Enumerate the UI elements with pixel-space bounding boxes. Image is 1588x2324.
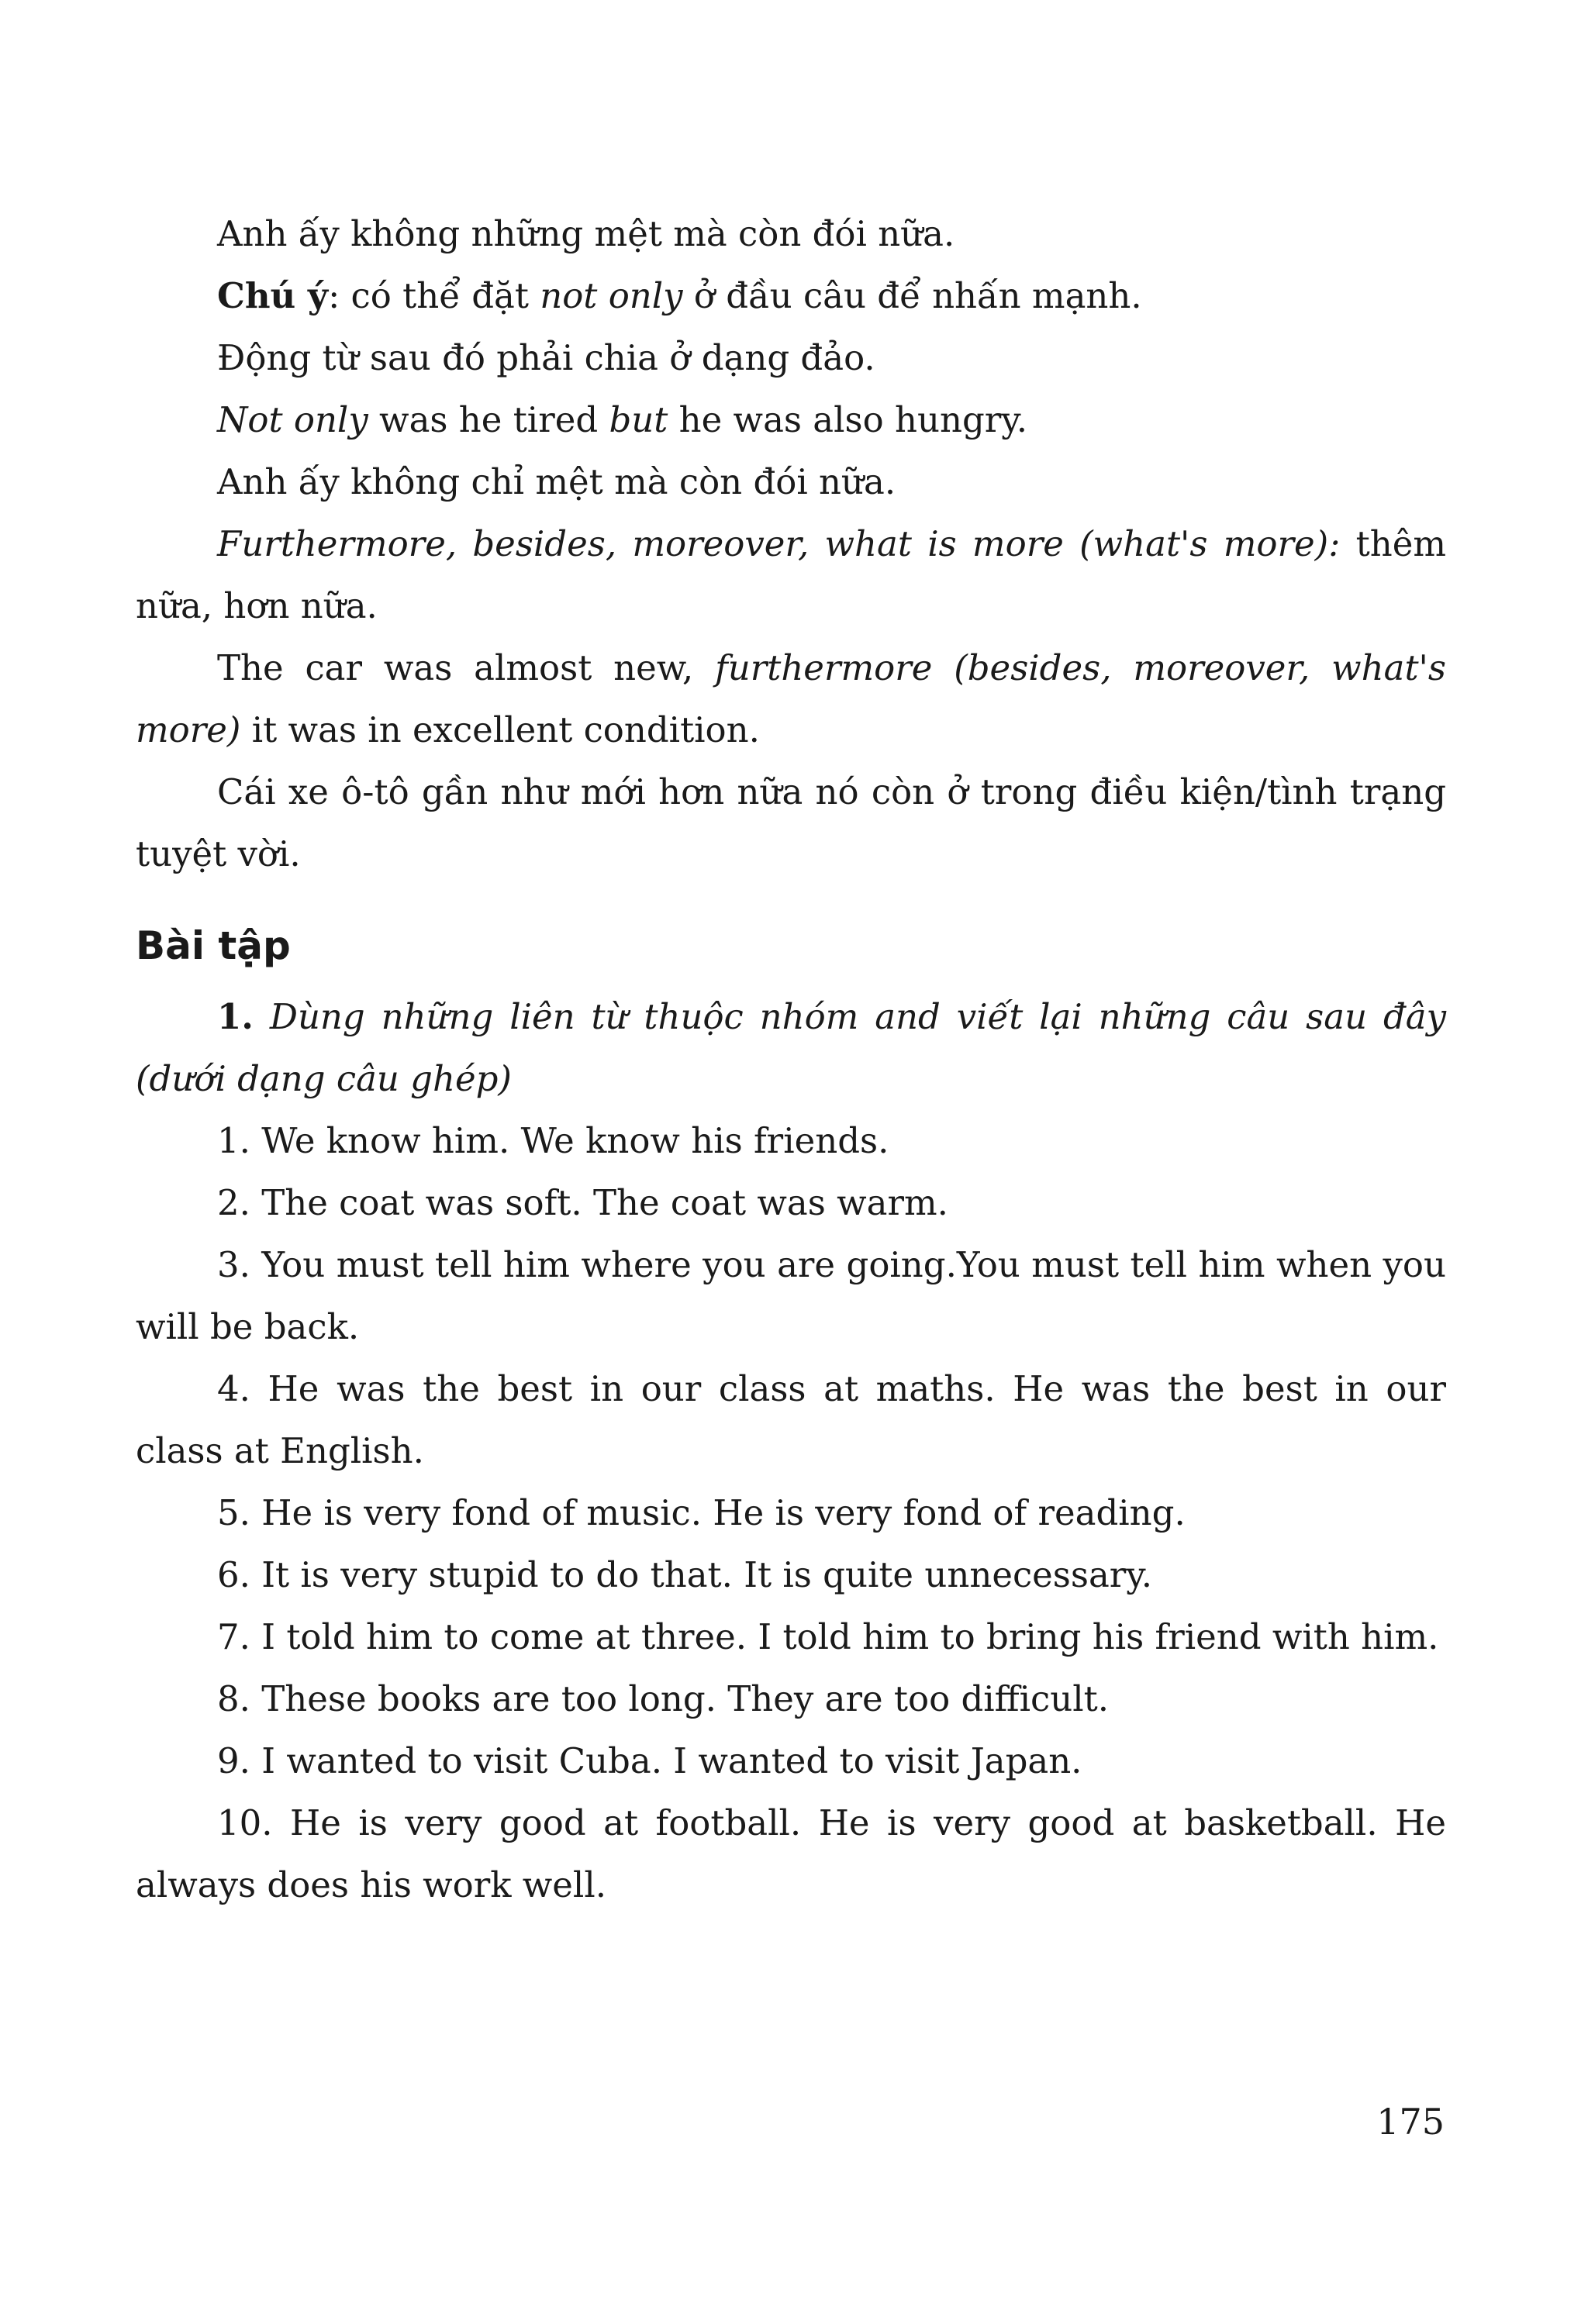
- paragraph: [136, 451, 1446, 513]
- paragraph: [136, 327, 1446, 389]
- section-heading: Bài tập: [136, 923, 291, 968]
- exercise-number: 1.: [217, 996, 254, 1037]
- note-paragraph: [136, 265, 1446, 327]
- exercise-sentence: 10. He is very good at football. He is very good at basketball. He always does his work well.: [136, 1802, 1446, 1905]
- italic-term: not only: [540, 275, 683, 316]
- text-run: was he tired: [368, 399, 609, 440]
- text-run: it was in excellent condition.: [240, 709, 760, 750]
- text-run: ở đầu câu để nhấn mạnh.: [682, 275, 1142, 316]
- text-line: Anh ấy không những mệt mà còn đói nữa.: [217, 213, 955, 254]
- exercise-sentence: 7. I told him to come at three. I told him to bring his friend with him.: [217, 1616, 1439, 1657]
- page-body: [136, 203, 1446, 1916]
- page-number: 175: [1376, 2101, 1445, 2143]
- paragraph: [136, 203, 1446, 265]
- exercise-sentence: 4. He was the best in our class at maths. He was the best in our class at English.: [136, 1368, 1446, 1471]
- text-line: Anh ấy không chỉ mệt mà còn đói nữa.: [217, 461, 896, 502]
- exercise-instruction: [136, 986, 1446, 1110]
- text-line: Động từ sau đó phải chia ở dạng đảo.: [217, 337, 875, 378]
- exercise-sentence: 6. It is very stupid to do that. It is quite unnecessary.: [217, 1554, 1153, 1595]
- paragraph: [136, 761, 1446, 885]
- exercise-sentence: 1. We know him. We know his friends.: [217, 1120, 889, 1161]
- text-run: thêm nữa, hơn nữa.: [136, 523, 1447, 626]
- italic-term: furthermore (besides, moreover, what's more): [136, 647, 1446, 750]
- example-paragraph: [136, 389, 1446, 451]
- italic-term: Not only: [217, 399, 368, 440]
- text-line: Cái xe ô-tô gần như mới hơn nữa nó còn ở trong điều kiện/tình trạng tuyệt vời.: [136, 771, 1446, 874]
- exercise-sentence: 8. These books are too long. They are too difficult.: [217, 1678, 1110, 1719]
- exercise-sentence: 3. You must tell him where you are going.You must tell him when you will be back.: [136, 1244, 1446, 1347]
- exercise-sentence: 5. He is very fond of music. He is very fond of reading.: [217, 1492, 1186, 1533]
- text-run: he was also hungry.: [668, 399, 1028, 440]
- italic-term: Furthermore, besides, moreover, what is more (what's more):: [217, 523, 1341, 564]
- text-run: : có thể đặt: [328, 275, 540, 316]
- instruction-text: Dùng những liên từ thuộc nhóm and viết lại những câu sau đây (dưới dạng câu ghép): [136, 996, 1446, 1099]
- text-run: The car was almost new,: [217, 647, 716, 688]
- exercise-sentence: 9. I wanted to visit Cuba. I wanted to visit Japan.: [217, 1740, 1082, 1781]
- note-label: Chú ý: [217, 275, 329, 316]
- example-paragraph: [136, 637, 1446, 761]
- exercise-sentence: 2. The coat was soft. The coat was warm.: [217, 1182, 948, 1223]
- paragraph: [136, 513, 1446, 637]
- italic-term: but: [609, 399, 668, 440]
